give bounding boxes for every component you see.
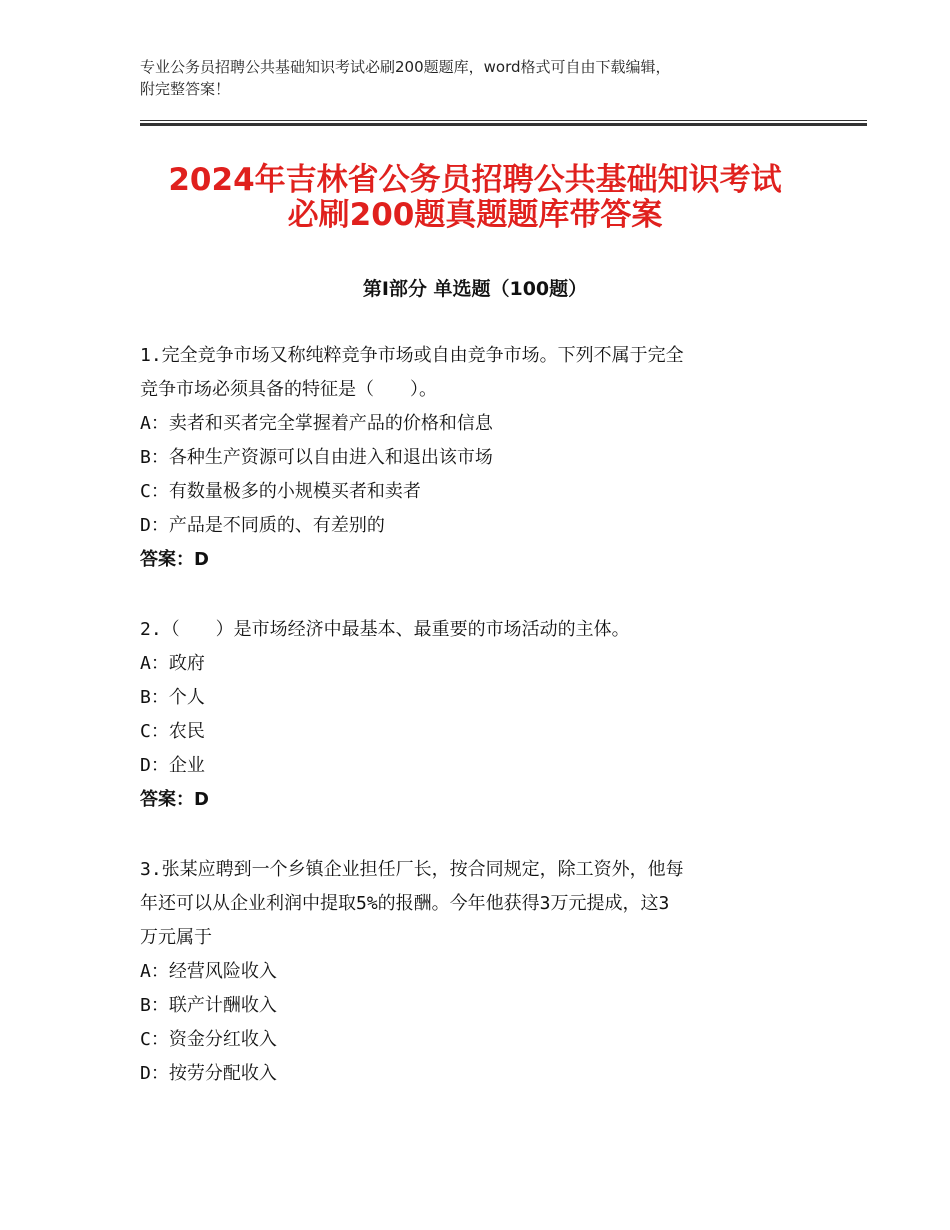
question-block <box>140 853 820 1091</box>
option-a: A：政府 <box>140 653 205 674</box>
answer-line: 答案：D <box>140 549 209 570</box>
option-a: A：经营风险收入 <box>140 961 277 982</box>
option-d: D：产品是不同质的、有差别的 <box>140 515 385 536</box>
answer-line: 答案：D <box>140 789 209 810</box>
question-stem: 3.张某应聘到一个乡镇企业担任厂长，按合同规定，除工资外，他每 <box>140 859 684 880</box>
question-stem: 年还可以从企业利润中提取5%的报酬。今年他获得3万元提成，这3 <box>140 893 670 914</box>
option-b: B：个人 <box>140 687 205 708</box>
header-note-line: 专业公务员招聘公共基础知识考试必刷200题题库，word格式可自由下载编辑， <box>140 58 671 76</box>
option-a: A：卖者和买者完全掌握着产品的价格和信息 <box>140 413 493 434</box>
option-b: B：各种生产资源可以自由进入和退出该市场 <box>140 447 493 468</box>
section-heading: 第Ⅰ部分 单选题（100题） <box>362 278 588 300</box>
header-note <box>140 56 820 100</box>
option-c: C：资金分红收入 <box>140 1029 277 1050</box>
option-c: C：有数量极多的小规模买者和卖者 <box>140 481 421 502</box>
document-title-line: 必刷200题真题题库带答案 <box>287 197 663 233</box>
option-c: C：农民 <box>140 721 205 742</box>
question-stem: 万元属于 <box>140 927 212 948</box>
header-divider-thick <box>140 123 867 126</box>
document-title-line: 2024年吉林省公务员招聘公共基础知识考试 <box>168 162 782 198</box>
header-note-line: 附完整答案！ <box>140 80 231 98</box>
question-stem: 1.完全竞争市场又称纯粹竞争市场或自由竞争市场。下列不属于完全 <box>140 345 684 366</box>
question-stem: 2.（ ）是市场经济中最基本、最重要的市场活动的主体。 <box>140 619 630 640</box>
question-block <box>140 339 820 577</box>
option-d: D：企业 <box>140 755 205 776</box>
header-divider <box>140 120 867 121</box>
question-stem: 竞争市场必须具备的特征是（ ）。 <box>140 379 437 400</box>
question-block <box>140 613 820 817</box>
option-b: B：联产计酬收入 <box>140 995 277 1016</box>
option-d: D：按劳分配收入 <box>140 1063 277 1084</box>
